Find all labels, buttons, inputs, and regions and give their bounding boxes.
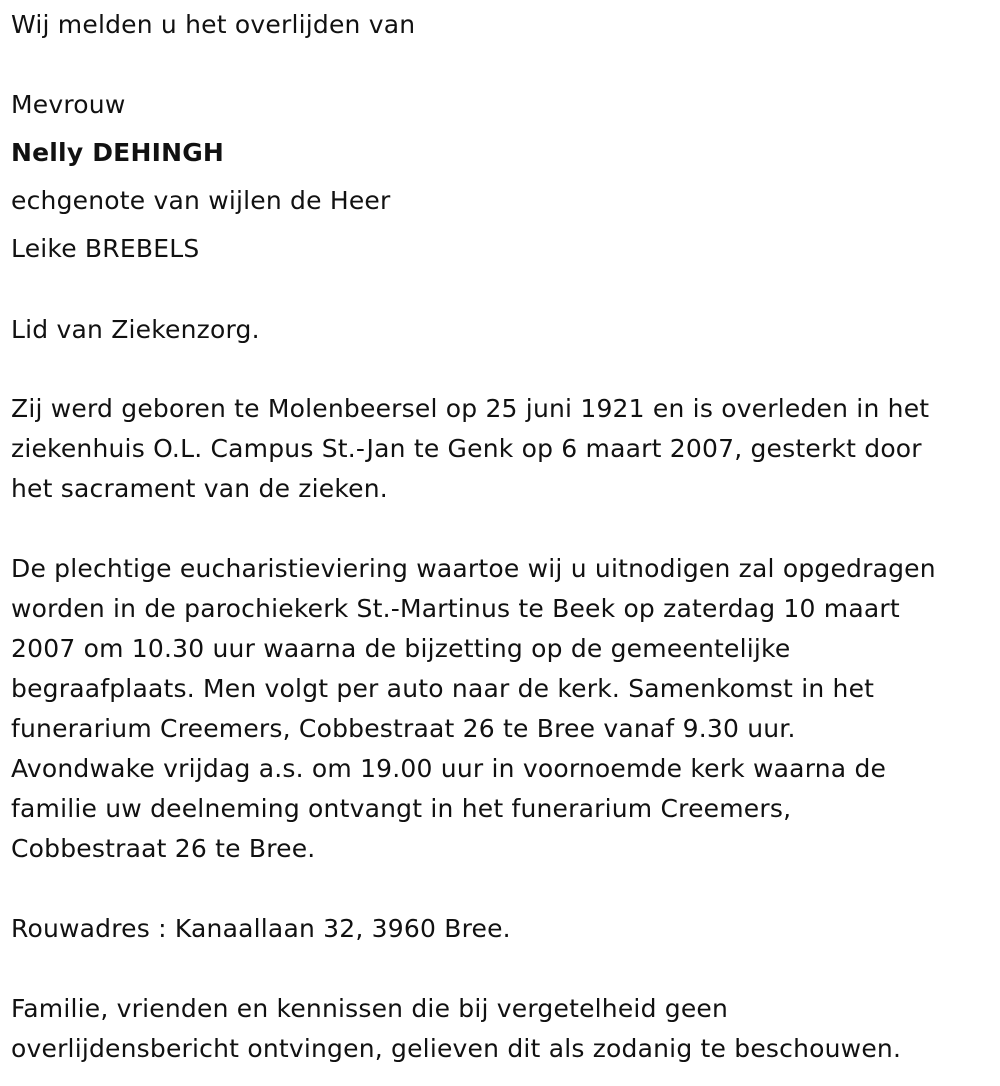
ceremony-line: 2007 om 10.30 uur waarna de bijzetting op de gemeentelijke bbox=[11, 634, 791, 663]
ceremony-line: begraafplaats. Men volgt per auto naar de kerk. Samenkomst in het bbox=[11, 674, 875, 703]
ceremony-line: De plechtige eucharistieviering waartoe wij u uitnodigen zal opgedragen bbox=[11, 554, 936, 583]
closing-line: Familie, vrienden en kennissen die bij vergetelheid geen bbox=[11, 994, 729, 1023]
closing-line: overlijdensbericht ontvingen, gelieven dit als zodanig te beschouwen. bbox=[11, 1034, 902, 1063]
ceremony-line: funerarium Creemers, Cobbestraat 26 te Bree vanaf 9.30 uur. bbox=[11, 714, 796, 743]
birth-death-line: ziekenhuis O.L. Campus St.-Jan te Genk op 6 maart 2007, gesterkt door bbox=[11, 434, 922, 463]
salutation: Mevrouw bbox=[11, 90, 126, 119]
ceremony-line: worden in de parochiekerk St.-Martinus te Beek op zaterdag 10 maart bbox=[11, 594, 900, 623]
spouse-name: Leike BREBELS bbox=[11, 234, 200, 263]
mourning-address: Rouwadres : Kanaallaan 32, 3960 Bree. bbox=[11, 914, 511, 943]
ceremony-line: familie uw deelneming ontvangt in het funerarium Creemers, bbox=[11, 794, 792, 823]
ceremony-line: Avondwake vrijdag a.s. om 19.00 uur in voornoemde kerk waarna de bbox=[11, 754, 887, 783]
ceremony-line: Cobbestraat 26 te Bree. bbox=[11, 834, 316, 863]
membership-text: Lid van Ziekenzorg. bbox=[11, 315, 260, 344]
birth-death-line: Zij werd geboren te Molenbeersel op 25 juni 1921 en is overleden in het bbox=[11, 394, 930, 423]
birth-death-line: het sacrament van de zieken. bbox=[11, 474, 388, 503]
relation-line: echgenote van wijlen de Heer bbox=[11, 186, 391, 215]
deceased-name: Nelly DEHINGH bbox=[11, 138, 225, 167]
intro-text: Wij melden u het overlijden van bbox=[11, 10, 416, 39]
